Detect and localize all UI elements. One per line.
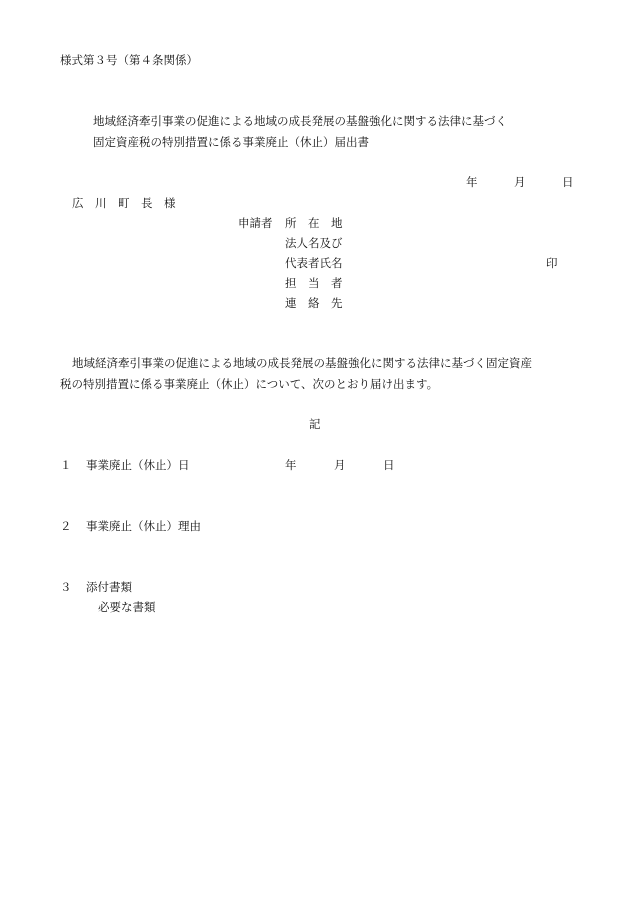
title-line-2: 固定資産税の特別措置に係る事業廃止（休止）届出書 <box>93 135 369 149</box>
item-1-number: １ <box>60 458 72 472</box>
item-3-label: 添付書類 <box>86 580 132 594</box>
applicant-label: 申請者 <box>238 216 273 230</box>
body-line-2: 税の特別措置に係る事業廃止（休止）について、次のとおり届け出ます。 <box>60 377 439 391</box>
seal-mark: 印 <box>546 256 558 270</box>
form-number: 様式第３号（第４条関係） <box>60 53 198 67</box>
body-line-1: 地域経済牽引事業の促進による地域の成長発展の基盤強化に関する法律に基づく固定資産 <box>72 356 532 370</box>
item-1-year: 年 <box>285 458 297 472</box>
date-year: 年 <box>466 175 478 189</box>
date-month: 月 <box>514 175 526 189</box>
item-3-number: ３ <box>60 580 72 594</box>
address-label: 所 在 地 <box>285 216 343 230</box>
person-in-charge-label: 担 当 者 <box>285 276 343 290</box>
item-2-number: ２ <box>60 519 72 533</box>
date-day: 日 <box>562 175 574 189</box>
representative-label: 代表者氏名 <box>285 256 343 270</box>
item-1-label: 事業廃止（休止）日 <box>86 458 190 472</box>
corp-name-label: 法人名及び <box>285 236 343 250</box>
item-1-day: 日 <box>383 458 395 472</box>
ki-heading: 記 <box>309 417 321 431</box>
title-line-1: 地域経済牽引事業の促進による地域の成長発展の基盤強化に関する法律に基づく <box>93 114 507 128</box>
item-2-label: 事業廃止（休止）理由 <box>86 519 201 533</box>
contact-label: 連 絡 先 <box>285 296 343 310</box>
item-3-sub: 必要な書類 <box>98 600 156 614</box>
addressee: 広 川 町 長 様 <box>72 196 176 210</box>
item-1-month: 月 <box>334 458 346 472</box>
